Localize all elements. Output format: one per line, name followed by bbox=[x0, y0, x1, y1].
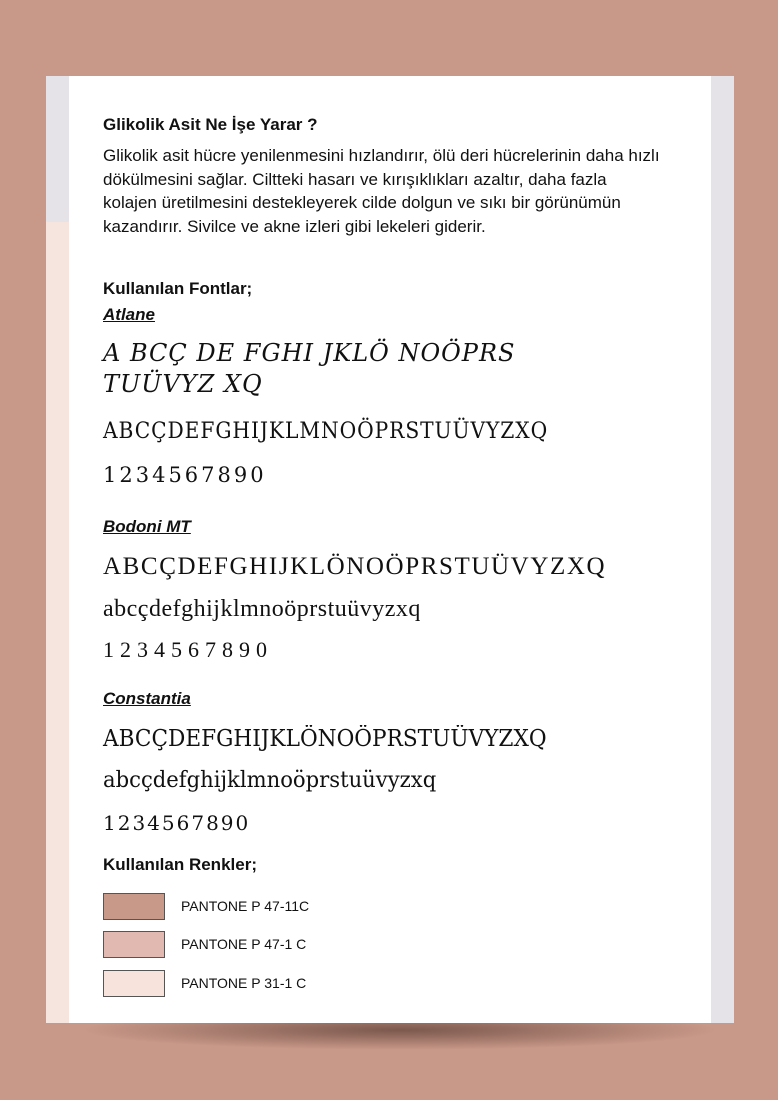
atlane-uppercase-sample: ABCÇDEFGHIJKLMNOÖPRSTUÜVYZXQ bbox=[103, 419, 549, 444]
left-margin-strip-pink bbox=[46, 222, 69, 1023]
color-swatch-row bbox=[103, 929, 306, 959]
font-name-bodoni: Bodoni MT bbox=[103, 517, 191, 536]
constantia-lowercase-sample: abcçdefghijklmnoöprstuüvyzxq bbox=[103, 768, 437, 793]
constantia-uppercase-sample: ABCÇDEFGHIJKLÖNOÖPRSTUÜVYZXQ bbox=[103, 726, 547, 752]
font-name-atlane: Atlane bbox=[103, 305, 155, 324]
bodoni-lowercase-sample: abcçdefghijklmnoöprstuüvyzxq bbox=[103, 596, 421, 622]
color-label: PANTONE P 47-11C bbox=[181, 898, 310, 914]
document-page bbox=[46, 76, 734, 1023]
color-swatch bbox=[103, 931, 165, 958]
color-label: PANTONE P 31-1 C bbox=[181, 975, 307, 991]
bodoni-numbers-sample: 1234567890 bbox=[103, 637, 273, 662]
color-label: PANTONE P 47-1 C bbox=[181, 936, 307, 952]
section-body: Glikolik asit hücre yenilenmesini hızlandırır, ölü deri hücrelerinin daha hızlı dökülmesini sağlar. Ciltteki hasarı ve kırışıklıkları azaltır, daha fazla kolajen üretilmesini destekleyerek cilde dolgun ve sıkı bir görünümün kazandırır. Sivilce ve akne izleri gibi lekeleri giderir. bbox=[103, 146, 660, 236]
atlane-script-sample: A BCÇ DE FGHI JKLÖ NOÖPRS TUÜVYZ XQ bbox=[103, 339, 516, 398]
font-name-constantia: Constantia bbox=[103, 689, 191, 708]
bodoni-uppercase-sample: ABCÇDEFGHIJKLÖNOÖPRSTUÜVYZXQ bbox=[103, 553, 607, 580]
atlane-numbers-sample: 1234567890 bbox=[103, 463, 267, 487]
left-margin-strip-gray bbox=[46, 76, 69, 222]
colors-heading: Kullanılan Renkler; bbox=[103, 855, 257, 874]
constantia-numbers-sample: 1234567890 bbox=[103, 811, 251, 835]
color-swatch bbox=[103, 893, 165, 920]
color-swatch bbox=[103, 970, 165, 997]
color-swatch-row bbox=[103, 891, 309, 921]
color-swatch-row bbox=[103, 968, 306, 998]
right-margin-strip bbox=[711, 76, 734, 1023]
section-title: Glikolik Asit Ne İşe Yarar ? bbox=[103, 115, 318, 134]
fonts-heading: Kullanılan Fontlar; bbox=[103, 279, 253, 298]
